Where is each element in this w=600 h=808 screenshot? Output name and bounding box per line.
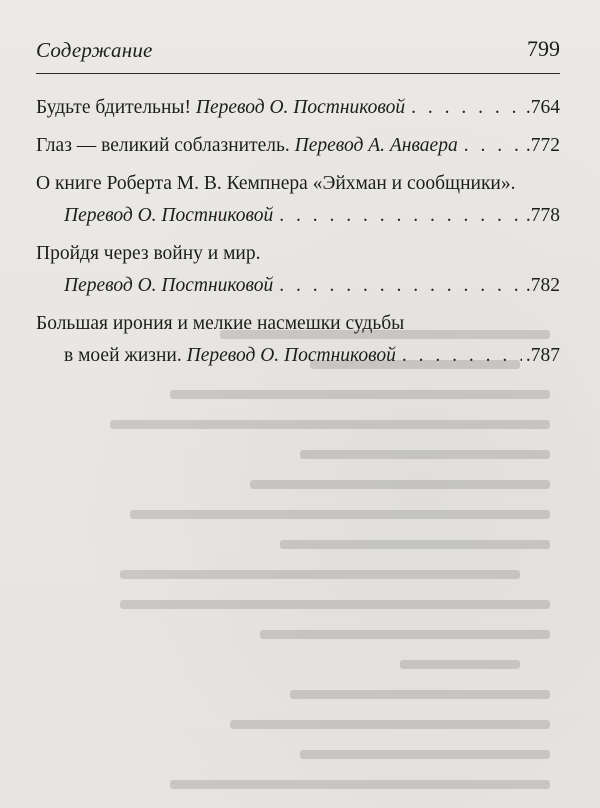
entry-translator: Перевод О. Постниковой — [64, 205, 274, 226]
entry-page: .782 — [525, 275, 560, 296]
leader-dots — [279, 200, 522, 232]
entry-translator: Перевод А. Анваера — [294, 135, 458, 156]
toc-entry-title-line — [36, 238, 560, 270]
leader-dots — [464, 130, 522, 162]
toc-entry-title-line — [36, 168, 560, 200]
entry-page: .764 — [525, 97, 560, 118]
entry-translator: Перевод О. Постниковой — [186, 345, 396, 366]
toc-entry-title-line — [36, 308, 560, 340]
entry-title-continued: в моей жизни. — [64, 345, 182, 366]
leader-dots — [279, 270, 522, 302]
section-title: Содержание — [36, 38, 153, 62]
entry-title: Будьте бдительны! — [36, 97, 191, 118]
header-rule — [36, 73, 560, 74]
entry-title: Пройдя через войну и мир. — [36, 243, 261, 264]
leader-dots — [411, 92, 522, 124]
toc-entry — [36, 340, 560, 372]
entry-title: Глаз — великий соблазнитель. — [36, 135, 290, 156]
entry-translator: Перевод О. Постниковой — [195, 97, 406, 118]
toc-entry — [36, 270, 560, 302]
entry-title: О книге Роберта М. В. Кемпнера «Эйхман и сообщники». — [36, 173, 516, 194]
table-of-contents — [36, 92, 560, 372]
leader-dots — [402, 340, 522, 372]
toc-entry — [36, 200, 560, 232]
entry-page: .778 — [525, 205, 560, 226]
entry-page: .772 — [525, 135, 560, 156]
running-header — [36, 36, 560, 74]
toc-entry — [36, 92, 560, 124]
toc-entry — [36, 130, 560, 162]
page-number: 799 — [527, 36, 560, 61]
show-through-texture — [40, 320, 560, 808]
entry-title: Большая ирония и мелкие насмешки судьбы — [36, 313, 405, 334]
entry-page: .787 — [525, 345, 560, 366]
entry-translator: Перевод О. Постниковой — [64, 275, 274, 296]
